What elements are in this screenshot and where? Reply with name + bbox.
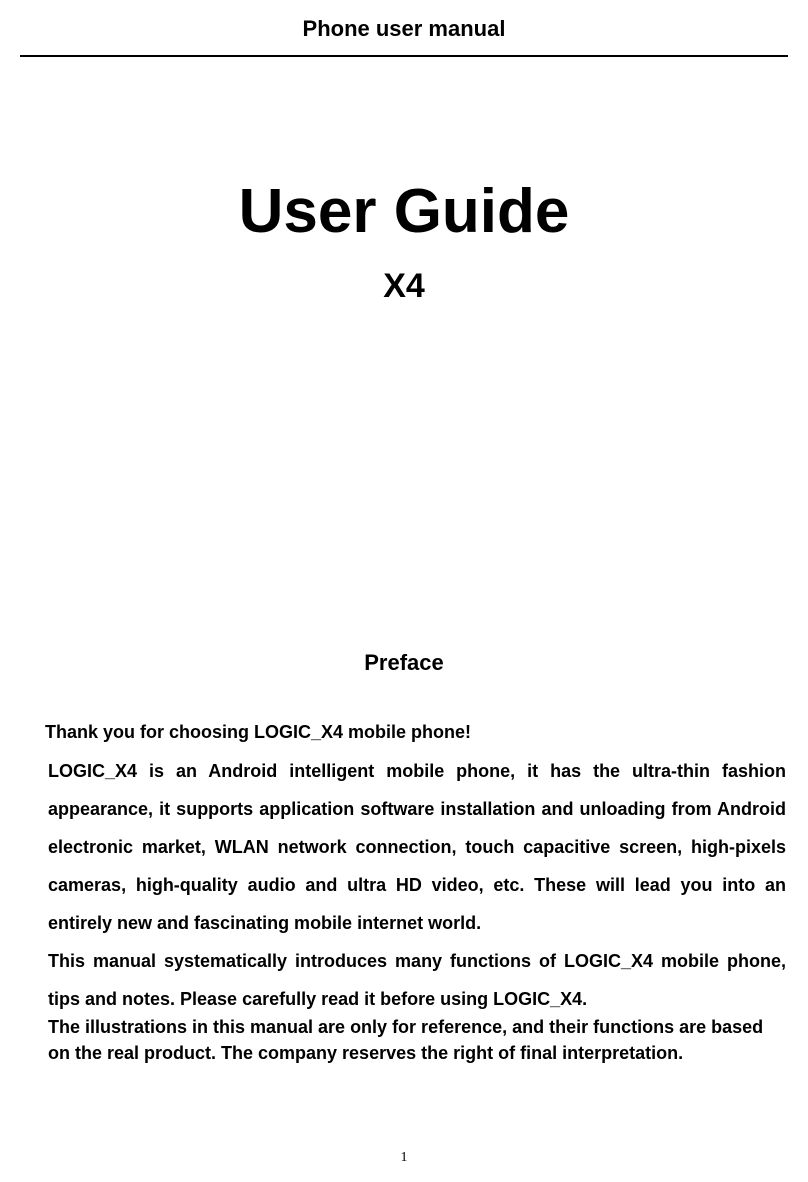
preface-paragraph-disclaimer: The illustrations in this manual are only for reference, and their functions are based on the real product. The company reserves the right of final interpretation.: [48, 1017, 764, 1063]
preface-paragraph-manual: This manual systematically introduces many functions of LOGIC_X4 mobile phone, tips and notes. Please carefully read it before using LOGIC_X4.: [48, 951, 786, 1009]
header-divider: [20, 55, 788, 57]
preface-paragraph-intro: LOGIC_X4 is an Android intelligent mobile phone, it has the ultra-thin fashion appearance, it supports application software installation and unloading from Android electronic market, WLAN network connection, touch capacitive screen, high-pixels cameras, high-quality audio and ultra HD video, etc. These will lead you into an entirely new and fascinating mobile internet world.: [48, 761, 786, 933]
model-name: X4: [383, 267, 425, 305]
page-number: 1: [400, 1150, 408, 1165]
running-header: Phone user manual: [302, 16, 506, 41]
thanks-line: Thank you for choosing LOGIC_X4 mobile phone!: [45, 722, 472, 742]
document-title: User Guide: [238, 177, 570, 246]
preface-heading: Preface: [364, 650, 444, 675]
